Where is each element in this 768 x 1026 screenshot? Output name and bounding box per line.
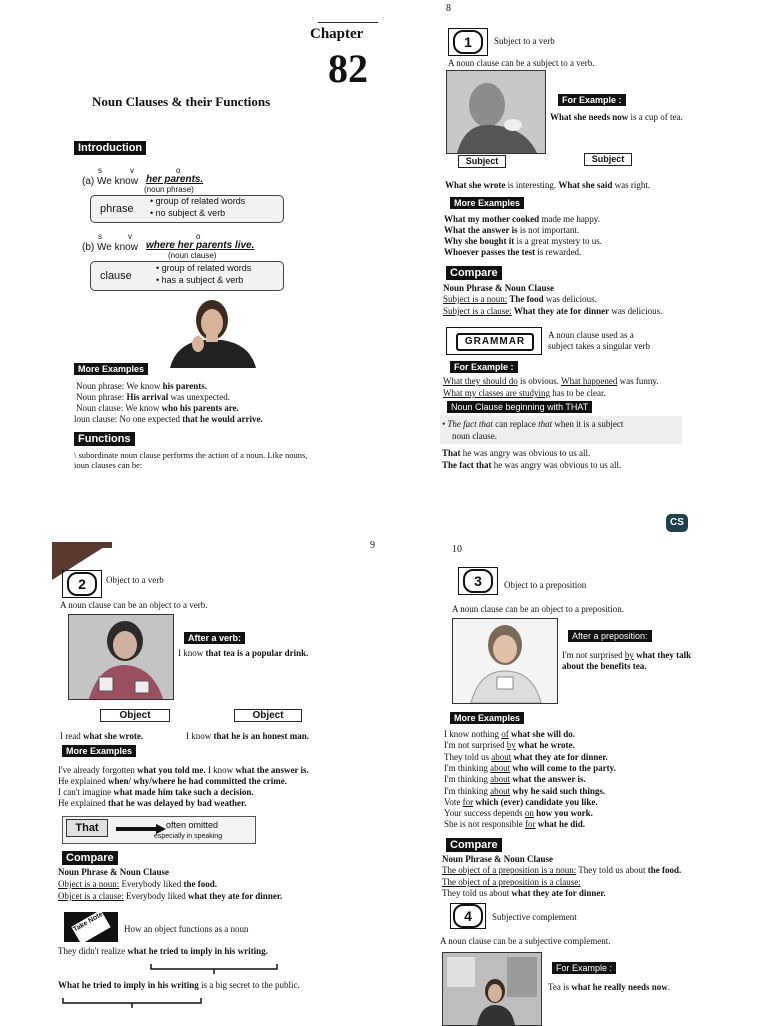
compare-label-p4: Compare (446, 838, 502, 852)
woman-thinking-illustration (162, 296, 262, 368)
grammar-badge: GRAMMAR (456, 333, 534, 351)
section-number-2: 2 (67, 572, 97, 596)
section-heading-preposition: Object to a preposition (504, 580, 587, 590)
phrase-box-item-1: • group of related words (150, 196, 246, 206)
compare-label-p2: Compare (446, 266, 502, 280)
object-example-1: I read what she wrote. (60, 731, 144, 741)
for-example-label-p4: For Example : (552, 962, 616, 974)
note-example-2: What he tried to imply in his writing is a big secret to the public. (58, 980, 300, 990)
cs-badge: CS (666, 514, 688, 532)
for-example-label-p2b: For Example : (450, 361, 518, 373)
arrow-icon (116, 821, 166, 831)
fact-that-bullet-line-1: • The fact that can replace that when it is a subject (442, 419, 624, 429)
p1-more-line-1: Noun phrase: We know his parents. (76, 381, 207, 391)
section-intro-subject: A noun clause can be a subject to a verb. (448, 58, 595, 68)
p3-more-line-4: He explained that he was delayed by bad weather. (58, 798, 247, 808)
singular-verb-example-1: What they should do is obvious. What happened was funny. (443, 376, 659, 386)
compare-line-2-p3: Objcet is a clause: Everybody liked what they ate for dinner. (58, 891, 283, 901)
p3-more-line-1: I've already forgotten what you told me. I know what the answer is. (58, 765, 309, 775)
chapter-label: Chapter (310, 26, 364, 42)
compare-line-1-p2: Subject is a noun: The food was delicious. (443, 294, 597, 304)
example-a-prefix: (a) We know (82, 176, 138, 187)
section-intro-complement: A noun clause can be a subjective complement. (440, 936, 611, 946)
p4-more-line: Your success depends on how you work. (444, 808, 593, 819)
p2-more-line-1: What my mother cooked made me happy. (444, 214, 600, 224)
section-heading-object: Object to a verb (106, 575, 164, 585)
p4-more-line: They told us about what they ate for dinner. (444, 751, 608, 762)
compare-line-1-p4: The object of a preposition is a noun: They told us about the food. (442, 865, 682, 875)
page-number-8: 8 (446, 3, 451, 14)
elderly-man-photo (446, 70, 546, 154)
that-clause-label: Noun Clause beginning with THAT (447, 401, 592, 413)
often-omitted-subtext: especially in speaking (154, 833, 223, 840)
section-heading-subject: Subject to a verb (494, 36, 555, 46)
phrase-box-item-2: • no subject & verb (150, 208, 226, 218)
preposition-example-line-2: about the benefits tea. (562, 661, 647, 671)
svo-a-v: v (130, 166, 134, 175)
section-number-4: 4 (453, 904, 483, 928)
p4-more-line: I'm not surprised by what he wrote. (444, 740, 575, 751)
that-example-2: The fact that he was angry was obvious to us all. (442, 460, 622, 470)
woman-kitchen-photo (442, 952, 542, 1026)
compare-title-p4: Noun Phrase & Noun Clause (442, 854, 554, 864)
functions-text-1: \ subordinate noun clause performs the action of a noun. Like nouns, (74, 450, 308, 460)
more-examples-label-p3: More Examples (62, 745, 136, 757)
compare-line-3-p4: They told us about what they ate for dinner. (442, 888, 606, 898)
after-preposition-label: After a preposition: (568, 630, 652, 642)
p4-more-line: Vote for which (ever) candidate you like. (444, 796, 598, 807)
page-number-9: 9 (370, 540, 375, 551)
fact-that-bullet-line-2: noun clause. (452, 431, 497, 441)
note-example-1: They didn't realize what he tried to imply in his writing. (58, 946, 268, 956)
p2-more-line-2: What the answer is is not important. (444, 225, 580, 235)
svo-b-v: v (128, 232, 132, 241)
object-example: I know that tea is a popular drink. (178, 648, 309, 658)
that-example-1: That he was angry was obvious to us all. (442, 448, 591, 458)
example-b-object: where her parents live. (146, 240, 255, 251)
take-note-caption: How an object functions as a noun (124, 924, 249, 934)
p3-more-line-2: He explained when/ why/where he had committed the crime. (58, 776, 288, 786)
p4-more-line: I'm thinking about why he said such things. (444, 785, 606, 796)
introduction-label: Introduction (74, 141, 146, 155)
phrase-box-label: phrase (100, 203, 134, 215)
object-tag-1: Object (100, 709, 170, 722)
more-examples-label-p2: More Examples (450, 197, 524, 209)
more-examples-label-p1: More Examples (74, 363, 148, 375)
example-b-note: (noun clause) (168, 251, 217, 260)
take-note-text: Take Note (71, 910, 110, 944)
subject-tag-2: Subject (584, 153, 632, 166)
more-examples-label-p4: More Examples (450, 712, 524, 724)
object-example-2: I know that he is an honest man. (186, 731, 310, 741)
svo-b-s: s (98, 232, 102, 241)
grammar-note-1: A noun clause used as a (548, 330, 634, 340)
section-number-3: 3 (463, 569, 493, 593)
clause-box-item-1: • group of related words (156, 263, 252, 273)
object-tag-2: Object (234, 709, 302, 722)
functions-text-2: ioun clauses can be: (74, 460, 143, 470)
example-b-prefix: (b) We know (82, 242, 138, 253)
p1-more-line-2: Noun phrase: His arrival was unexpected. (76, 392, 230, 402)
svo-a-o: o (176, 166, 181, 175)
woman-cup-photo (452, 618, 558, 704)
p4-more-line: I'm thinking about who will come to the party. (444, 762, 616, 773)
compare-line-1-p3: Object is a noun: Everybody liked the food. (58, 879, 217, 889)
complement-example: Tea is what he really needs now. (548, 982, 670, 992)
svo-b-o: o (196, 232, 201, 241)
p2-more-line-4: Whoever passes the test is rewarded. (444, 247, 582, 257)
section-intro-preposition: A noun clause can be an object to a preposition. (452, 604, 624, 614)
p2-more-line-3: Why she bought it is a great mystery to us. (444, 236, 603, 246)
functions-label: Functions (74, 432, 135, 446)
p4-more-line: I know nothing of what she will do. (444, 729, 576, 739)
woman-tea-photo (68, 614, 174, 700)
grammar-note-2: subject takes a singular verb (548, 341, 650, 351)
section-number-1: 1 (453, 30, 483, 54)
compare-title-p3: Noun Phrase & Noun Clause (58, 867, 170, 877)
compare-label-p3: Compare (62, 851, 118, 865)
often-omitted-text: often omitted (166, 820, 219, 830)
chapter-number: 82 (328, 46, 368, 91)
svo-a-s: s (98, 166, 102, 175)
page-title: Noun Clauses & their Functions (92, 94, 271, 109)
example-a-note: (noun phrase) (144, 185, 194, 194)
p3-more-line-3: I can't imagine what made him take such a decision. (58, 787, 254, 797)
for-example-label-p2: For Example : (558, 94, 626, 106)
after-verb-label: After a verb: (184, 632, 245, 644)
p1-more-line-3: Noun clause: We know who his parents are. (76, 403, 239, 413)
section-intro-object: A noun clause can be an object to a verb. (60, 600, 208, 610)
section-heading-complement: Subjective complement (492, 912, 577, 922)
compare-line-2-p2: Subject is a clause: What they ate for dinner was delicious. (443, 306, 663, 316)
brace-1 (150, 961, 278, 971)
clause-box-label: clause (100, 270, 132, 282)
subject-tag-1: Subject (458, 155, 506, 168)
chapter-rule (318, 22, 378, 23)
p4-more-line: I'm thinking about what the answer is. (444, 774, 586, 785)
corner-bar (52, 542, 112, 548)
example-a-object: her parents. (146, 174, 204, 185)
singular-verb-example-2: What my classes are studying has to be clear. (443, 388, 606, 398)
clause-box-item-2: • has a subject & verb (156, 275, 244, 285)
compare-title-p2: Noun Phrase & Noun Clause (443, 283, 555, 293)
compare-line-2-p4: The object of a preposition is a clause: (442, 877, 581, 887)
subject-examples: What she wrote is interesting. What she said was right. (445, 180, 651, 190)
p4-more-line: She is not responsible for what he did. (444, 819, 586, 830)
p1-more-line-4: loun clause: No one expected that he would arrive. (74, 414, 263, 424)
brace-2 (62, 995, 202, 1005)
preposition-example-line-1: I'm not surprised by what they talk (562, 650, 692, 660)
example-subject: What she needs now is a cup of tea. (550, 112, 683, 122)
that-word-box: That (66, 819, 108, 837)
page-number-10: 10 (452, 544, 462, 555)
